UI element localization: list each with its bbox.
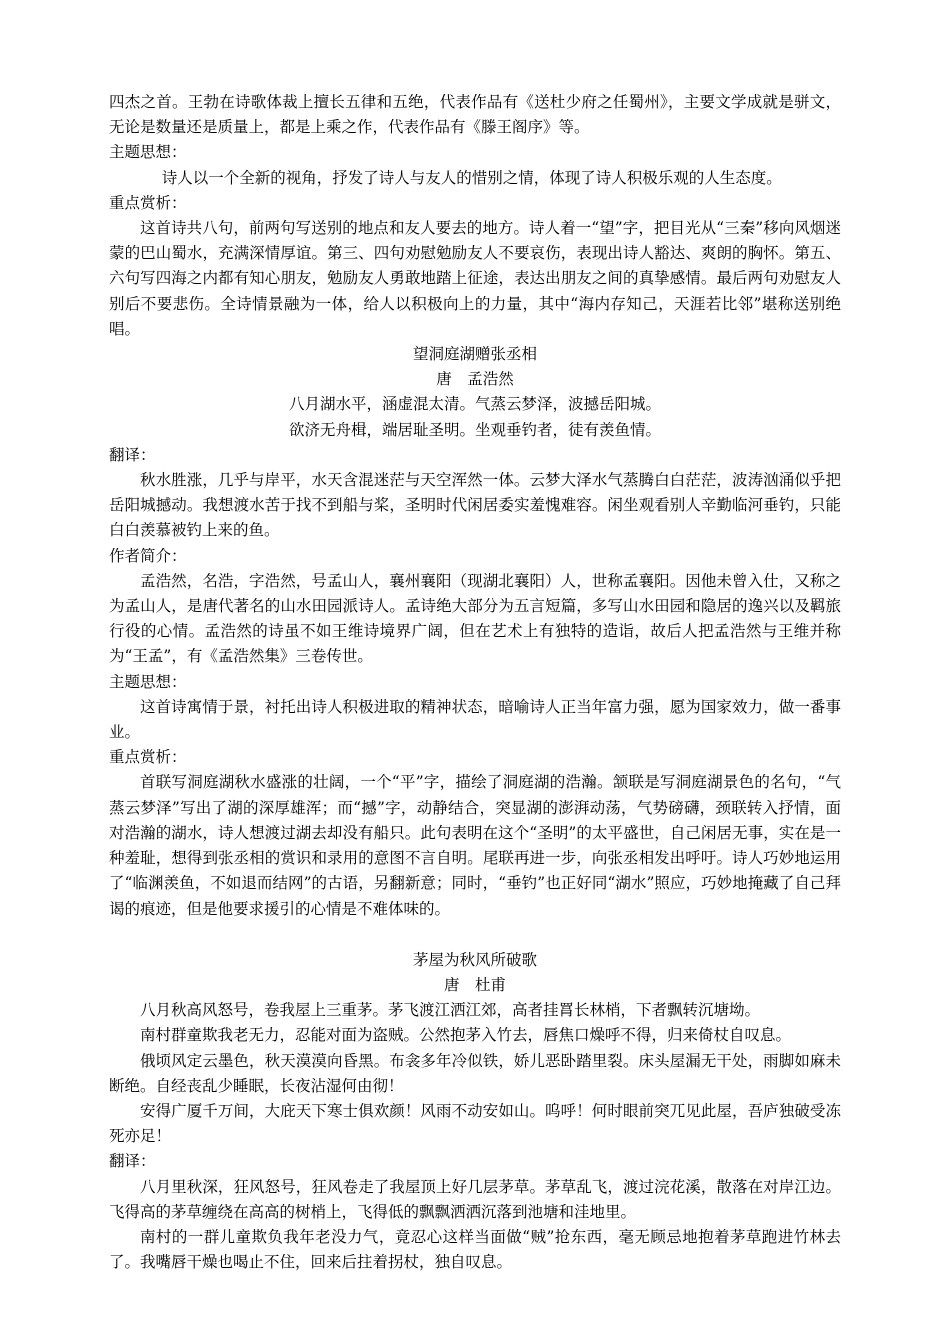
poem2-theme: 这首诗寓情于景，衬托出诗人积极进取的精神状态，暗喻诗人正当年富力强，愿为国家效力，做一番事业。	[109, 697, 841, 742]
wangbo-analysis-label: 重点赏析：	[109, 193, 187, 212]
poem2-author: 唐 孟浩然	[436, 370, 514, 389]
poem3-stanza-3: 俄顷风定云墨色，秋天漠漠向昏黑。布衾多年冷似铁，娇儿恶卧踏里裂。床头屋漏无干处，雨脚如麻未断绝。自经丧乱少睡眠，长夜沾湿何由彻！	[109, 1051, 841, 1095]
poem2-translation: 秋水胜涨，几乎与岸平，水天含混迷茫与天空浑然一体。云梦大泽水气蒸腾白白茫茫，波涛汹涌似乎把岳阳城撼动。我想渡水苦于找不到船与桨，圣明时代闲居委实羞愧难容。闲坐观看别人辛勤临河垂钓，只能白白羡慕被钓上来的鱼。	[109, 471, 841, 540]
poem2-analysis: 首联写洞庭湖秋水盛涨的壮阔，一个“平”字，描绘了洞庭湖的浩瀚。颔联是写洞庭湖景色的名句，“气蒸云梦泽”写出了湖的深厚雄浑；而“撼”字，动静结合，突显湖的澎湃动荡，气势磅礴，颈联转入抒情，面对浩瀚的湖水，诗人想渡过湖去却没有船只。此句表明在这个“圣明”的太平盛世，自己闲居无事，实在是一种羞耻，想得到张丞相的赏识和录用的意图不言自明。尾联再进一步，向张丞相发出呼吁。诗人巧妙地运用了“临渊羡鱼，不如退而结网”的古语，另翻新意；同时，“垂钓”也正好同“湖水”照应，巧妙地掩藏了自己拜谒的痕迹，但是他要求援引的心情是不难体味的。	[109, 773, 841, 918]
wangbo-theme: 诗人以一个全新的视角，抒发了诗人与友人的惜别之情，体现了诗人积极乐观的人生态度。	[161, 168, 782, 187]
poem3-translation-1: 八月里秋深，狂风怒号，狂风卷走了我屋顶上好几层茅草。茅草乱飞，渡过浣花溪，散落在对岸江边。飞得高的茅草缠绕在高高的树梢上，飞得低的飘飘洒洒沉落到池塘和洼地里。	[109, 1177, 841, 1221]
wangbo-intro-continued: 四杰之首。王勃在诗歌体裁上擅长五律和五绝，代表作品有《送杜少府之任蜀州》，主要文学成就是骈文，无论是数量还是质量上，都是上乘之作，代表作品有《滕王阁序》等。	[109, 93, 841, 137]
section-gap	[109, 922, 841, 948]
poem2-line-1: 八月湖水平，涵虚混太清。气蒸云梦泽，波撼岳阳城。	[288, 395, 661, 414]
poem3-stanza-2: 南村群童欺我老无力，忍能对面为盗贼。公然抱茅入竹去，唇焦口燥呼不得，归来倚杖自叹息。	[140, 1026, 792, 1045]
poem2-line-2: 欲济无舟楫，端居耻圣明。坐观垂钓者，徒有羡鱼情。	[288, 420, 661, 439]
wangbo-theme-label: 主题思想：	[109, 143, 187, 162]
poem2-author-intro: 孟浩然，名浩，字浩然，号孟山人，襄州襄阳（现湖北襄阳）人，世称孟襄阳。因他未曾入仕，又称之为孟山人，是唐代著名的山水田园派诗人。孟诗绝大部分为五言短篇，多写山水田园和隐居的逸兴以及羁旅行役的心情。孟浩然的诗虽不如王维诗境界广阔，但在艺术上有独特的造诣，故后人把孟浩然与王维并称为“王孟”，有《孟浩然集》三卷传世。	[109, 571, 841, 666]
poem2-analysis-label: 重点赏析：	[109, 748, 187, 767]
poem3-translation-2: 南村的一群儿童欺负我年老没力气，竟忍心这样当面做“贼”抢东西，毫无顾忌地抱着茅草跑进竹林去了。我嘴唇干燥也喝止不住，回来后拄着拐杖，独自叹息。	[109, 1227, 841, 1272]
poem3-author: 唐 杜甫	[443, 975, 506, 994]
poem2-theme-label: 主题思想：	[109, 672, 187, 691]
poem2-author-label: 作者简介：	[109, 546, 187, 565]
poem3-stanza-4: 安得广厦千万间，大庇天下寒士俱欢颜！风雨不动安如山。呜呼！何时眼前突兀见此屋，吾庐独破受冻死亦足！	[109, 1101, 841, 1146]
poem3-stanza-1: 八月秋高风怒号，卷我屋上三重茅。茅飞渡江洒江郊，高者挂罥长林梢，下者飘转沉塘坳。	[140, 1001, 761, 1020]
poem2-title: 望洞庭湖赠张丞相	[412, 345, 537, 364]
document-page	[109, 90, 841, 1275]
poem2-translation-label: 翻译：	[109, 445, 156, 464]
poem3-title: 茅屋为秋风所破歌	[412, 950, 537, 969]
poem3-translation-label: 翻译：	[109, 1152, 156, 1171]
wangbo-analysis: 这首诗共八句，前两句写送别的地点和友人要去的地方。诗人着一“望”字，把目光从“三秦”移向风烟迷蒙的巴山蜀水，充满深情厚谊。第三、四句劝慰勉励友人不要哀伤，表现出诗人豁达、爽朗的胸怀。第五、六句写四海之内都有知心朋友，勉励友人勇敢地踏上征途，表达出朋友之间的真挚感情。最后两句劝慰友人别后不要悲伤。全诗情景融为一体，给人以积极向上的力量，其中“海内存知己，天涯若比邻”堪称送别绝唱。	[109, 219, 841, 338]
